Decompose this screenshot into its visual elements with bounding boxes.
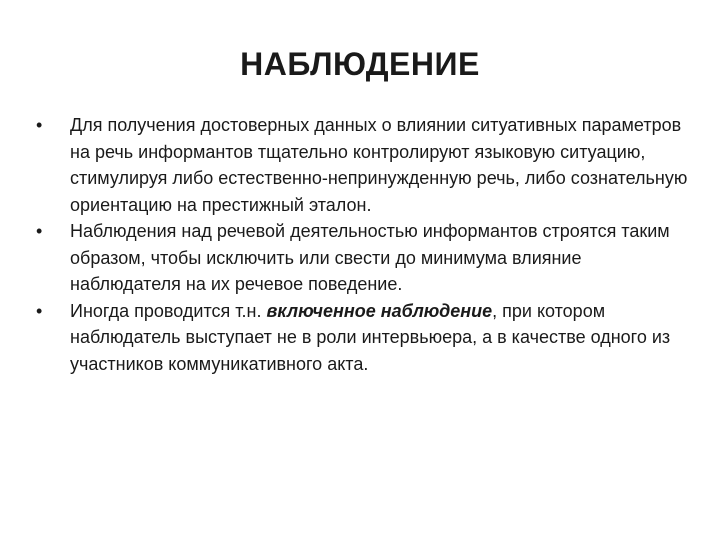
list-item [36,218,690,298]
bullet-text: Для получения достоверных данных о влиянии ситуативных параметров на речь информантов тщательно контролируют языковую ситуацию, стимулируя либо естественно-непринужденную речь, либо сознательную ориентацию на престижный эталон. [70,115,688,215]
bullet-icon: • [36,115,43,135]
list-item [36,298,690,378]
bullet-text: Наблюдения над речевой деятельностью информантов строятся таким образом, чтобы исключить или свести до минимума влияние наблюдателя на их речевое поведение. [70,221,670,294]
slide-title: НАБЛЮДЕНИЕ [240,46,480,82]
bullet-text-after: , при котором наблюдатель выступает не в роли интервьюера, а в качестве одного из участников коммуникативного акта. [70,300,671,374]
bullet-emphasis: включенное наблюдение [266,300,493,321]
bullet-list [36,112,690,377]
list-item [36,112,690,218]
bullet-text-before: Иногда проводится т.н. [70,300,267,321]
bullet-icon: • [36,221,43,241]
bullet-icon: • [36,300,43,321]
